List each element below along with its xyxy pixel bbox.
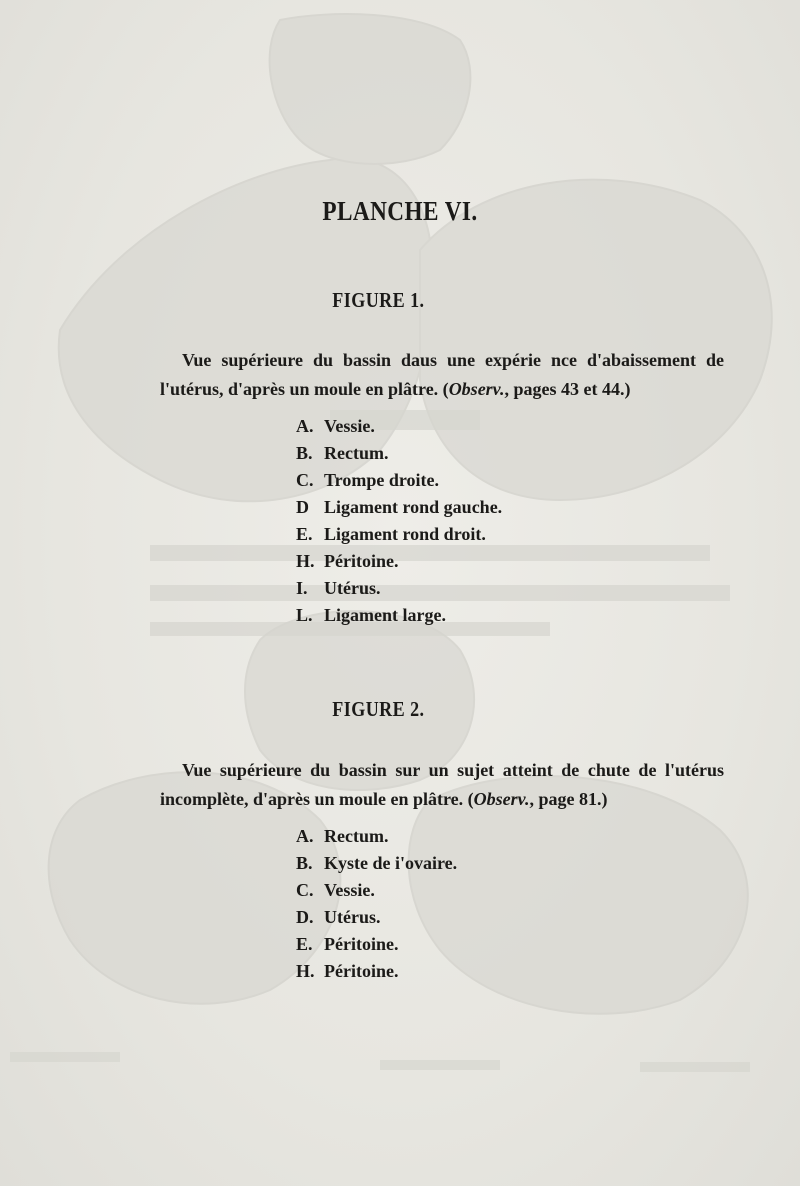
figure-2-caption-observ: Observ. xyxy=(473,789,530,809)
legend-label: Rectum. xyxy=(324,826,389,846)
legend-label: Kyste de i'ovaire. xyxy=(324,853,458,873)
legend-key: A. xyxy=(296,826,314,846)
legend-label: Ligament rond gauche. xyxy=(324,497,503,517)
legend-label: Vessie. xyxy=(324,416,375,436)
figure-1-legend xyxy=(296,413,502,629)
figure-2-heading: FIGURE 2. xyxy=(332,697,425,721)
legend-key: C. xyxy=(296,880,314,900)
legend-item xyxy=(296,877,457,904)
legend-item xyxy=(296,823,457,850)
figure-1-caption-pages: , pages 43 et 44.) xyxy=(504,379,631,399)
figure-2-legend xyxy=(296,823,457,985)
legend-label: Péritoine. xyxy=(324,961,399,981)
legend-key: D xyxy=(296,497,309,517)
legend-key: D. xyxy=(296,907,314,927)
legend-item xyxy=(296,958,457,985)
legend-label: Trompe droite. xyxy=(324,470,439,490)
legend-key: I. xyxy=(296,578,308,598)
legend-label: Péritoine. xyxy=(324,551,399,571)
legend-item xyxy=(296,575,502,602)
legend-item xyxy=(296,850,457,877)
legend-label: Utérus. xyxy=(324,907,381,927)
figure-1-caption-text: Vue supérieure du bassin daus une expérie nce d'abaissement de l'utérus, d'après un moule en plâtre. ( xyxy=(160,350,724,399)
figure-1-heading: FIGURE 1. xyxy=(332,288,425,312)
legend-key: B. xyxy=(296,853,313,873)
legend-key: C. xyxy=(296,470,314,490)
legend-item xyxy=(296,440,502,467)
legend-item xyxy=(296,602,502,629)
legend-key: L. xyxy=(296,605,313,625)
legend-label: Vessie. xyxy=(324,880,375,900)
figure-1-caption xyxy=(160,346,724,404)
plate-title: PLANCHE VI. xyxy=(322,196,478,226)
legend-item xyxy=(296,931,457,958)
legend-key: A. xyxy=(296,416,314,436)
legend-key: E. xyxy=(296,524,313,544)
legend-label: Ligament rond droit. xyxy=(324,524,486,544)
legend-key: B. xyxy=(296,443,313,463)
legend-item xyxy=(296,467,502,494)
legend-key: H. xyxy=(296,551,315,571)
legend-key: E. xyxy=(296,934,313,954)
legend-item xyxy=(296,413,502,440)
legend-label: Utérus. xyxy=(324,578,381,598)
legend-label: Rectum. xyxy=(324,443,389,463)
figure-2-caption-page: , page 81.) xyxy=(529,789,608,809)
legend-item xyxy=(296,548,502,575)
legend-item xyxy=(296,494,502,521)
figure-2-caption xyxy=(160,756,724,814)
figure-1-caption-observ: Observ. xyxy=(448,379,505,399)
legend-label: Ligament large. xyxy=(324,605,446,625)
legend-label: Péritoine. xyxy=(324,934,399,954)
figure-2-caption-text: Vue supérieure du bassin sur un sujet atteint de chute de l'utérus incomplète, d'après un moule en plâtre. ( xyxy=(160,760,724,809)
legend-item xyxy=(296,904,457,931)
legend-item xyxy=(296,521,502,548)
legend-key: H. xyxy=(296,961,315,981)
